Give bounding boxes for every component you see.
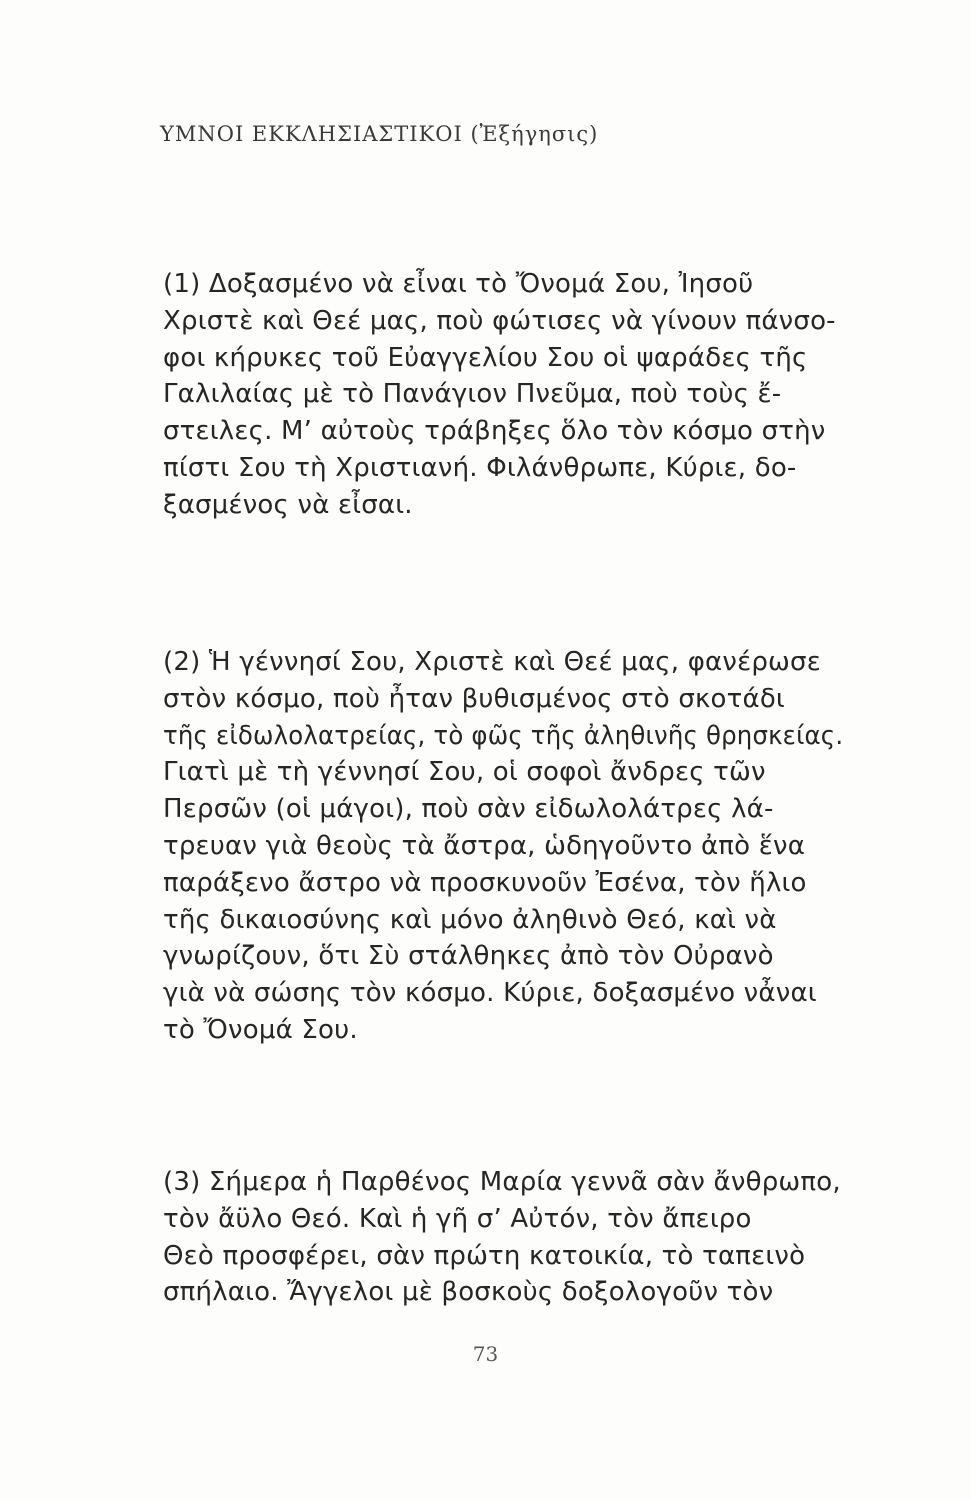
- text-line: Θεὸ προσφέρει, σὰν πρώτη κατοικία, τὸ ταπεινὸ: [163, 1240, 806, 1271]
- text-line: (2) Ἡ γέννησί Σου, Χριστὲ καὶ Θεέ μας, φανέρωσε: [163, 647, 821, 677]
- page-number: 73: [472, 1342, 499, 1366]
- text-line: ξασμένος νὰ εἶσαι.: [163, 489, 413, 520]
- text-line: σπήλαιο. Ἄγγελοι μὲ βοσκοὺς δοξολογοῦν τὸν: [163, 1277, 774, 1308]
- text-line: (1) Δοξασμένο νὰ εἶναι τὸ Ὄνομά Σου, Ἰησοῦ: [163, 269, 754, 299]
- text-line: Περσῶν (οἱ μάγοι), ποὺ σὰν εἰδωλολάτρες λά-: [163, 794, 774, 825]
- text-line: γνωρίζουν, ὅτι Σὺ στάλθηκες ἀπὸ τὸν Οὐρανὸ: [163, 941, 774, 972]
- text-line: τὸν ἄϋλο Θεό. Καὶ ἡ γῆ σ’ Αὐτόν, τὸν ἄπειρο: [163, 1203, 752, 1234]
- running-head: ΥΜΝΟΙ ΕΚΚΛΗΣΙΑΣΤΙΚΟΙ (Ἐξήγησις): [160, 122, 599, 146]
- text-line: (3) Σήμερα ἡ Παρθένος Μαρία γεννᾶ σὰν ἄνθρωπο,: [163, 1167, 841, 1197]
- text-line: στὸν κόσμο, ποὺ ἦταν βυθισμένος στὸ σκοτάδι: [163, 683, 785, 714]
- text-line: τρευαν γιὰ θεοὺς τὰ ἄστρα, ὡδηγοῦντο ἀπὸ ἕνα: [163, 830, 806, 861]
- text-line: Γαλιλαίας μὲ τὸ Πανάγιον Πνεῦμα, ποὺ τοὺς ἔ-: [163, 379, 782, 410]
- paragraph-3: [163, 1164, 843, 1311]
- text-line: τῆς εἰδωλολατρείας, τὸ φῶς τῆς ἀληθινῆς θρησκείας.: [163, 720, 844, 751]
- text-line: Γιατὶ μὲ τὴ γέννησί Σου, οἱ σοφοὶ ἄνδρες τῶν: [163, 757, 766, 788]
- text-line: γιὰ νὰ σώσης τὸν κόσμο. Κύριε, δοξασμένο νἆναι: [163, 978, 817, 1009]
- text-line: πίστι Σου τὴ Χριστιανή. Φιλάνθρωπε, Κύριε, δο-: [163, 452, 797, 483]
- paragraph-2: [163, 644, 843, 1049]
- text-line: στειλες. Μ’ αὐτοὺς τράβηξες ὅλο τὸν κόσμο στὴν: [163, 416, 826, 447]
- text-line: τὸ Ὄνομά Σου.: [163, 1014, 358, 1045]
- text-line: τῆς δικαιοσύνης καὶ μόνο ἀληθινὸ Θεό, καὶ νὰ: [163, 904, 777, 935]
- text-line: φοι κήρυκες τοῦ Εὐαγγελίου Σου οἱ ψαράδες τῆς: [163, 342, 808, 373]
- paragraph-1: [163, 266, 843, 524]
- text-line: παράξενο ἄστρο νὰ προσκυνοῦν Ἐσένα, τὸν ἥλιο: [163, 867, 807, 898]
- text-line: Χριστὲ καὶ Θεέ μας, ποὺ φώτισες νὰ γίνουν πάνσο-: [163, 305, 836, 336]
